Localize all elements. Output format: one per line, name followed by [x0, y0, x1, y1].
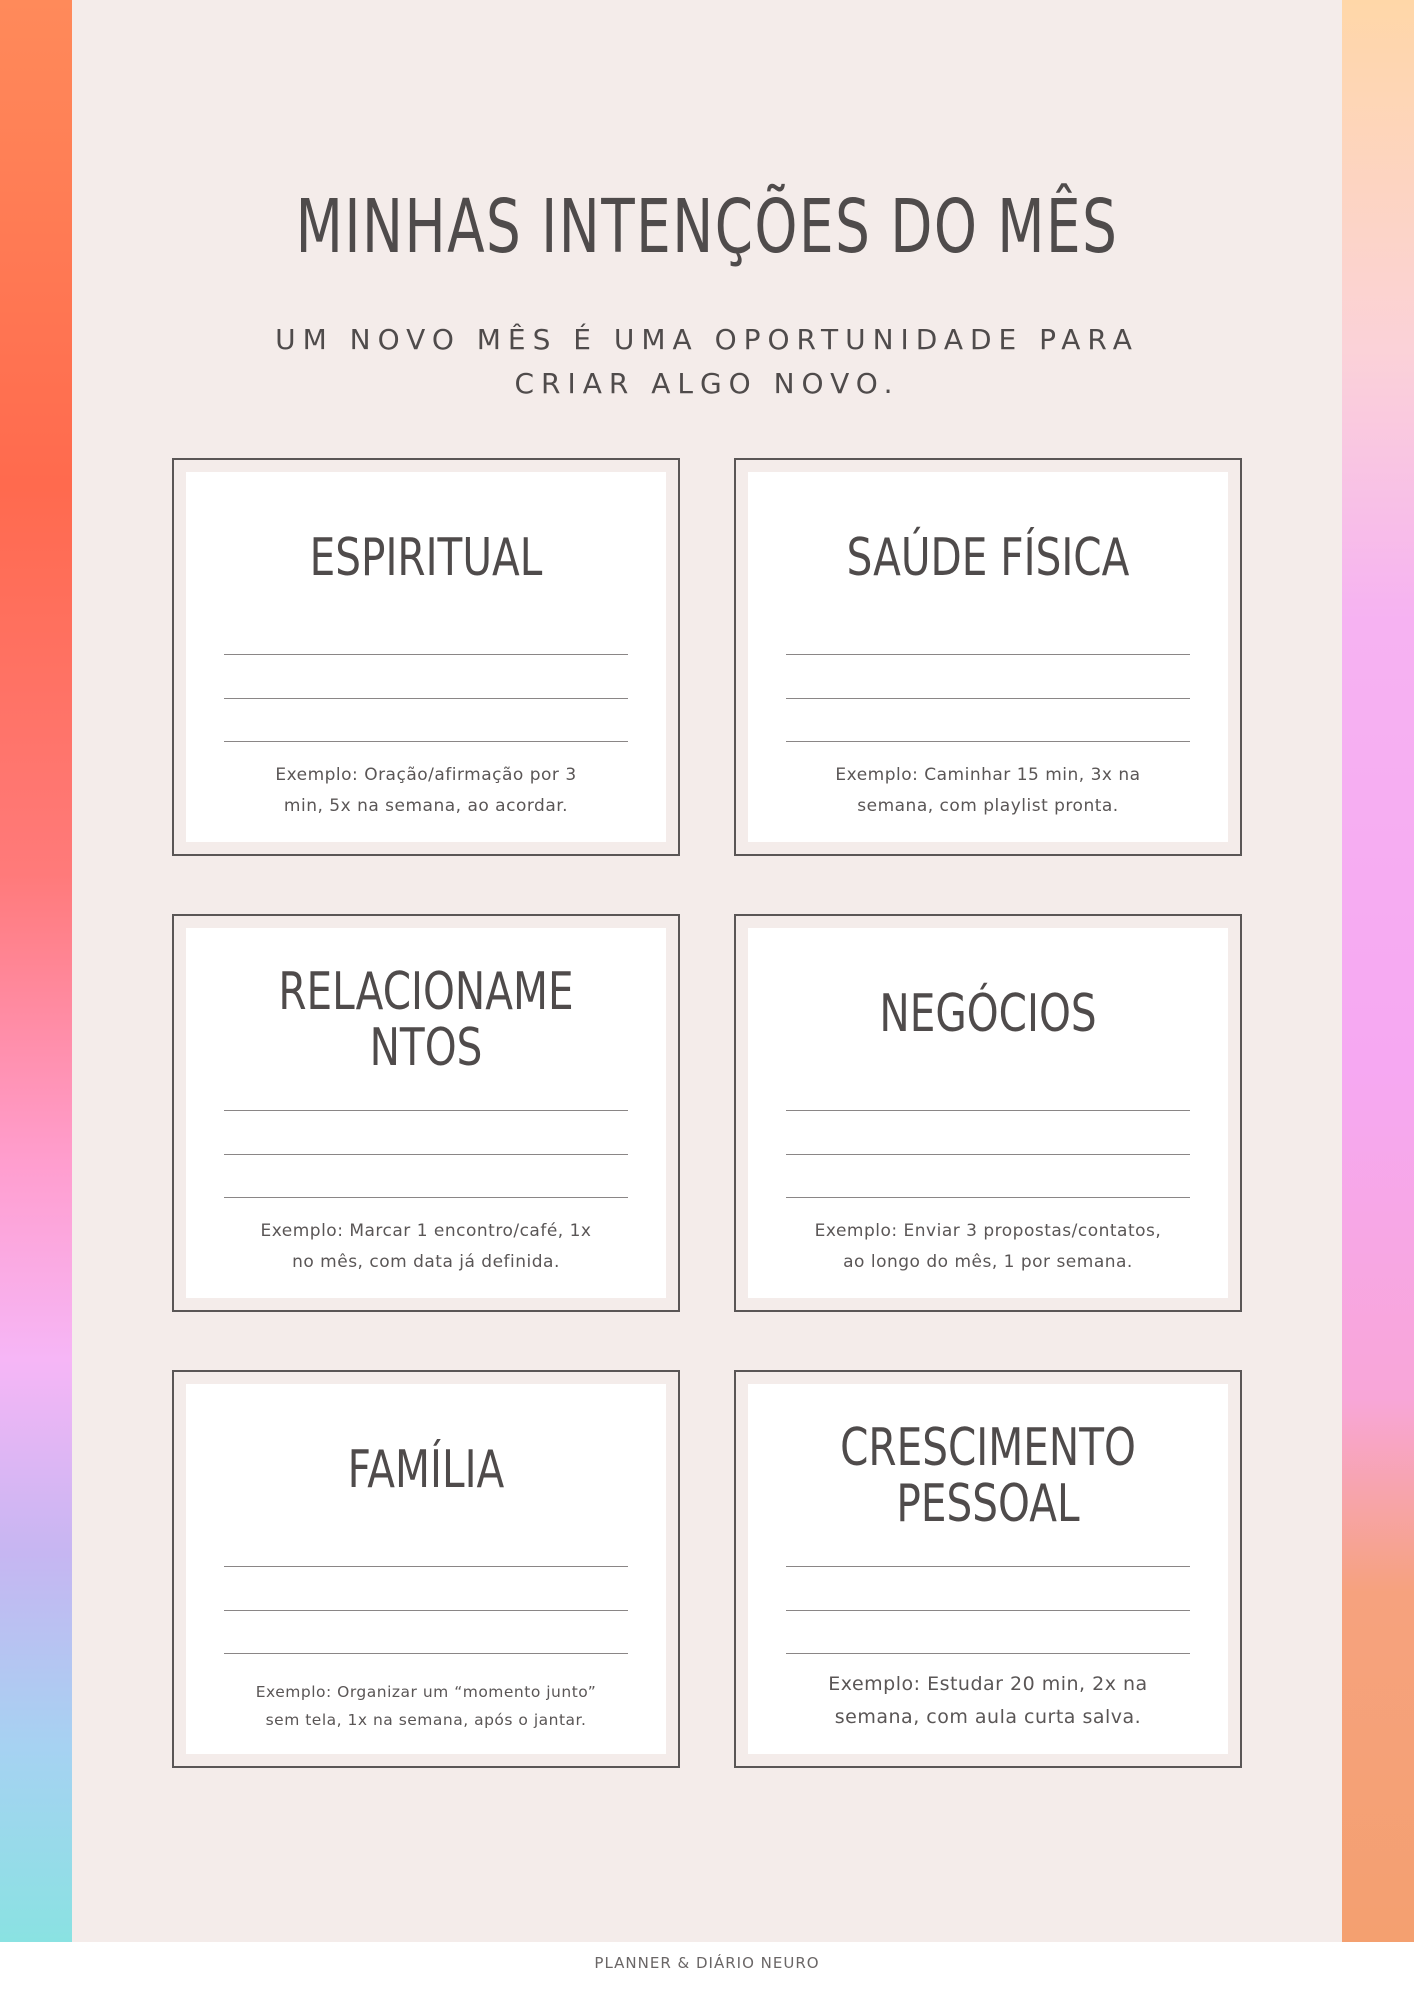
writing-line[interactable] — [786, 1653, 1190, 1654]
example-line-2: min, 5x na semana, ao acordar. — [283, 796, 569, 816]
intention-card-familia — [172, 1370, 680, 1768]
example-line-1: Exemplo: Organizar um “momento junto” — [255, 1683, 597, 1701]
writing-line[interactable] — [786, 741, 1190, 742]
card-title-line-1: CRESCIMENTO — [840, 1418, 1136, 1478]
card-example — [226, 1678, 626, 1734]
intention-card-espiritual — [172, 458, 680, 856]
card-example — [788, 1668, 1188, 1734]
card-example — [226, 760, 626, 822]
writing-line[interactable] — [786, 1154, 1190, 1155]
example-line-1: Exemplo: Enviar 3 propostas/contatos, — [814, 1221, 1162, 1241]
card-body — [748, 928, 1228, 1298]
card-title — [801, 1420, 1175, 1532]
writing-line[interactable] — [786, 654, 1190, 655]
writing-line[interactable] — [224, 1610, 628, 1611]
intention-card-saude-fisica — [734, 458, 1242, 856]
card-title-line-2: NTOS — [369, 1018, 483, 1078]
writing-line[interactable] — [224, 1566, 628, 1567]
writing-line[interactable] — [224, 1653, 628, 1654]
card-title: NEGÓCIOS — [879, 984, 1097, 1044]
writing-line[interactable] — [224, 741, 628, 742]
writing-line[interactable] — [786, 1566, 1190, 1567]
card-example — [788, 1216, 1188, 1278]
planner-page — [72, 0, 1342, 1942]
page-subtitle — [172, 318, 1242, 406]
intention-card-relacionamentos — [172, 914, 680, 1312]
page-title: MINHAS INTENÇÕES DO MÊS — [295, 184, 1119, 270]
writing-line[interactable] — [786, 1610, 1190, 1611]
card-title-line-2: PESSOAL — [896, 1474, 1080, 1534]
example-line-1: Exemplo: Marcar 1 encontro/café, 1x — [260, 1221, 592, 1241]
example-line-2: no mês, com data já definida. — [292, 1252, 560, 1272]
example-line-1: Exemplo: Estudar 20 min, 2x na — [828, 1673, 1148, 1695]
writing-line[interactable] — [786, 1197, 1190, 1198]
writing-line[interactable] — [786, 698, 1190, 699]
left-gradient-strip — [0, 0, 72, 1942]
example-line-2: sem tela, 1x na semana, após o jantar. — [265, 1711, 587, 1729]
footer-text: PLANNER & DIÁRIO NEURO — [594, 1954, 820, 1972]
writing-line[interactable] — [224, 698, 628, 699]
card-example — [788, 760, 1188, 822]
subtitle-line-1: UM NOVO MÊS É UMA OPORTUNIDADE PARA — [275, 323, 1139, 356]
card-body — [186, 1384, 666, 1754]
intention-card-negocios — [734, 914, 1242, 1312]
card-example — [226, 1216, 626, 1278]
writing-line[interactable] — [224, 1154, 628, 1155]
card-title: FAMÍLIA — [347, 1440, 505, 1500]
example-line-1: Exemplo: Caminhar 15 min, 3x na — [835, 765, 1141, 785]
card-title: SAÚDE FÍSICA — [846, 528, 1130, 588]
example-line-2: semana, com playlist pronta. — [857, 796, 1119, 816]
card-body — [748, 1384, 1228, 1754]
subtitle-line-2: CRIAR ALGO NOVO. — [514, 367, 900, 400]
writing-line[interactable] — [224, 1197, 628, 1198]
card-title — [239, 964, 613, 1076]
writing-line[interactable] — [786, 1110, 1190, 1111]
example-line-2: semana, com aula curta salva. — [834, 1706, 1142, 1728]
card-body — [186, 928, 666, 1298]
writing-line[interactable] — [224, 654, 628, 655]
card-body — [748, 472, 1228, 842]
example-line-2: ao longo do mês, 1 por semana. — [843, 1252, 1133, 1272]
card-body — [186, 472, 666, 842]
intention-card-crescimento-pessoal — [734, 1370, 1242, 1768]
card-title-line-1: RELACIONAME — [278, 962, 574, 1022]
writing-line[interactable] — [224, 1110, 628, 1111]
right-gradient-strip — [1342, 0, 1414, 1942]
card-title: ESPIRITUAL — [309, 528, 543, 588]
example-line-1: Exemplo: Oração/afirmação por 3 — [275, 765, 577, 785]
